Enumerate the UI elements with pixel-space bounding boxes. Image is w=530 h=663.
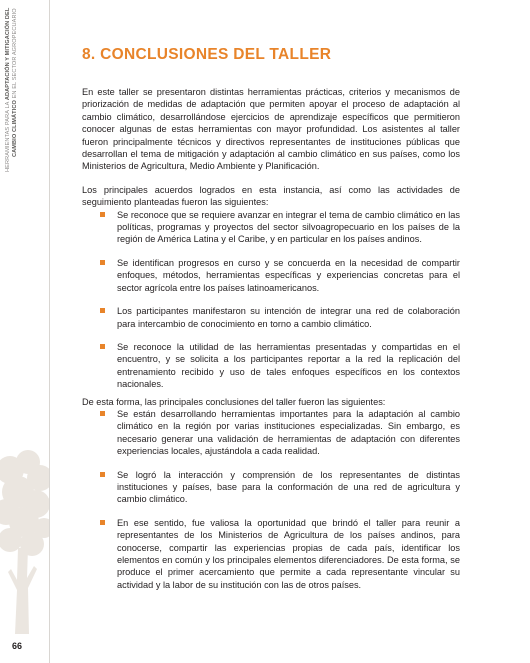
- running-header-bold-1: ADAPTACIÓN Y MITIGACIÓN DEL: [5, 8, 11, 101]
- body-text: [82, 86, 460, 596]
- bullet-square-icon: [100, 308, 105, 313]
- bullet-square-icon: [100, 520, 105, 525]
- list-item-text: Se reconoce la utilidad de las herramientas presentadas y compartidas en el encuentro, y se solicita a los participantes reportar a la red la replicación del entrenamiento recibido y uso de tales enfoques específicos en los contextos nacionales.: [117, 341, 460, 390]
- agreements-list: [82, 209, 460, 391]
- list-item-text: Los participantes manifestaron su intención de integrar una red de colaboración para intercambio de conocimiento en torno a cambio climático.: [117, 306, 460, 329]
- list-item-text: Se identifican progresos en curso y se concuerda en la necesidad de compartir enfoques, métodos, herramientas específicas y experiencias concretas para el sector agrícola entre los países latinoamericanos.: [117, 257, 460, 293]
- list-item-text: En ese sentido, fue valiosa la oportunidad que brindó el taller para reunir a representantes de los Ministerios de Agricultura de los países andinos, para conocerse, compartir las experiencias propias de cada país, identificar los elementos en común y los principales elementos diferenciadores. De esta forma, se produce el primer acercamiento que permite a cada representante vincular su actividad y la labor de su institución con las de otros países.: [117, 517, 460, 590]
- tree-silhouette-icon: [0, 448, 49, 634]
- list-item: [117, 209, 460, 246]
- list-item-text: Se logró la interacción y comprensión de los representantes de distintas instituciones y países, base para la conformación de una red de agricultura y cambio climático.: [117, 469, 460, 505]
- bullet-square-icon: [100, 212, 105, 217]
- running-header: [5, 8, 29, 236]
- bullet-square-icon: [100, 260, 105, 265]
- running-header-line-2: [12, 8, 19, 236]
- list-item: [117, 469, 460, 506]
- list-item-text: Se están desarrollando herramientas importantes para la adaptación al cambio climático en la región por varias instituciones especializadas. Sin embargo, es necesario generar una validación de herramientas de adaptación con diferentes experiencias locales, ajustándola a cada realidad.: [117, 408, 460, 457]
- running-header-bold-2: CAMBIO CLIMÁTICO: [12, 99, 18, 157]
- running-header-suffix: EN EL SECTOR AGROPECUARIO: [12, 8, 18, 100]
- bullet-square-icon: [100, 472, 105, 477]
- list-item: [117, 341, 460, 391]
- page-sidebar: [0, 0, 50, 663]
- bullet-square-icon: [100, 344, 105, 349]
- agreements-lead: Los principales acuerdos logrados en esta instancia, así como las actividades de seguimiento planteadas fueron las siguientes:: [82, 184, 460, 208]
- list-item: [117, 408, 460, 458]
- conclusions-list: [82, 408, 460, 591]
- list-item: [117, 257, 460, 294]
- page-number: 66: [12, 641, 23, 651]
- list-item: [117, 517, 460, 591]
- running-header-prefix: HERRAMIENTAS PARA LA: [5, 100, 11, 173]
- running-header-line-1: [5, 8, 12, 236]
- list-item: [117, 305, 460, 330]
- chapter-title: 8. CONCLUSIONES DEL TALLER: [82, 46, 332, 63]
- list-item-text: Se reconoce que se requiere avanzar en integrar el tema de cambio climático en las políticas, programas y proyectos del sector silvoagropecuario en los países de la región de América Latina y el Caribe, y en particular en los países andinos.: [117, 209, 460, 245]
- conclusions-lead: De esta forma, las principales conclusiones del taller fueron las siguientes:: [82, 396, 386, 407]
- intro-paragraph: En este taller se presentaron distintas herramientas prácticas, criterios y mecanismos de priorización de medidas de adaptación que permiten apoyar el proceso de adaptación al cambio climático, desarrollándose ejercicios de aprendizaje específicos que permitieron conocer algunas de estas herramientas con mayor profundidad. Los asistentes al taller fueron principalmente técnicos y directivos representantes de instituciones públicas que desarrollan el tema de mitigación y adaptación al cambio climático en sus países, como los Ministerios de Agricultura, Medio Ambiente y Planificación.: [82, 87, 460, 172]
- bullet-square-icon: [100, 411, 105, 416]
